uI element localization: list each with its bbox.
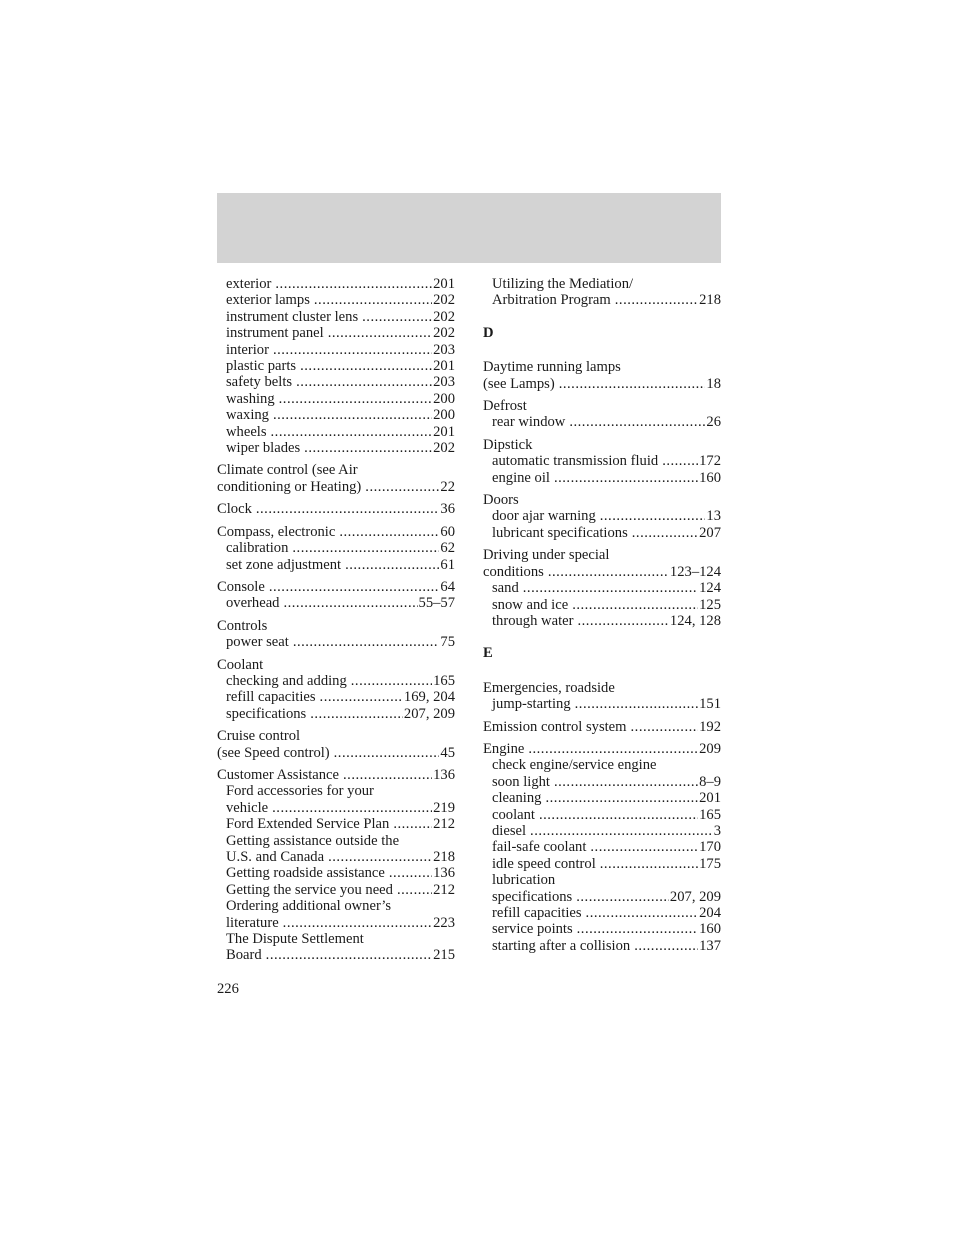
page-reference: 200 [433,390,455,407]
entry-text: Climate control (see Air [217,462,358,479]
dot-leader [343,767,432,783]
page-reference: 55–57 [418,595,455,612]
entry-text: overhead [226,595,280,612]
dot-leader [304,440,432,456]
page-reference: 61 [440,556,455,573]
page-reference: 18 [706,375,721,392]
entry-text: Clock [217,501,252,518]
index-line [217,524,455,540]
entry-text: Doors [483,492,519,509]
index-line [217,767,455,783]
index-subentry [217,407,455,423]
index-subentry [483,774,721,790]
entry-text: Driving under special [483,547,610,564]
index-entry [483,276,721,309]
index-subentry [217,374,455,390]
entry-text: engine oil [492,469,550,486]
page-reference: 8–9 [699,773,721,790]
entry-text: Getting assistance outside the [226,832,400,849]
dot-leader [328,849,432,865]
index-subentry [483,508,721,524]
entry-text: starting after a collision [492,937,631,954]
dot-leader [576,889,669,905]
page-reference: 203 [433,374,455,391]
index-subentry [217,358,455,374]
entry-text: fail-safe coolant [492,839,587,856]
dot-leader [600,856,698,872]
dot-leader [334,745,440,761]
page-reference: 124, 128 [669,612,721,629]
index-line [217,501,455,517]
index-entry [217,501,455,517]
dot-leader [577,921,698,937]
index-subentry [217,540,455,556]
index-subentry [483,597,721,613]
dot-leader [632,525,698,541]
entry-text: exterior lamps [226,292,310,309]
entry-text: idle speed control [492,855,596,872]
page-reference: 218 [699,292,721,309]
entry-text: The Dispute Settlement [226,931,364,948]
index-entry [217,728,455,761]
index-line [217,462,455,478]
index-subentry [217,391,455,407]
dot-leader [275,276,432,292]
dot-leader [523,580,698,596]
page-reference: 200 [433,407,455,424]
index-line [483,437,721,453]
page-reference: 124 [699,580,721,597]
page-reference: 201 [433,358,455,375]
page-reference: 36 [440,501,455,518]
index-subentry [483,856,721,872]
entry-text: Dipstick [483,436,533,453]
index-entry [483,398,721,431]
index-subentry [483,580,721,596]
page-reference: 136 [433,766,455,783]
index-subentry [483,839,721,855]
entry-text: automatic transmission fluid [492,453,659,470]
entry-text: wiper blades [226,440,301,457]
entry-text: set zone adjustment [226,556,342,573]
page-reference: 219 [433,799,455,816]
index-line [483,547,721,563]
index-subentry [483,807,721,823]
index-line [483,492,721,508]
dot-leader [530,823,713,839]
entry-text: checking and adding [226,672,347,689]
entry-text: Arbitration Program [492,292,611,309]
index-line [483,719,721,735]
entry-text: Console [217,578,265,595]
entry-text: instrument panel [226,325,324,342]
index-subentry [483,292,721,308]
index-entry [483,547,721,629]
dot-leader [283,595,417,611]
index-entry [217,657,455,723]
dot-leader [256,501,440,517]
index-subentry [217,689,455,705]
index-line [217,579,455,595]
entry-text: U.S. and Canada [226,849,325,865]
entry-text: Getting roadside assistance [226,865,385,882]
entry-text: Utilizing the Mediation/ [492,276,634,292]
index-line [217,618,455,634]
entry-text: literature [226,914,279,931]
index-line [483,376,721,392]
dot-leader [300,358,432,374]
index-subentry [483,823,721,839]
index-subentry [217,706,455,722]
page-number: 226 [217,981,239,997]
index-entry [483,437,721,486]
entry-text: Defrost [483,398,527,415]
entry-text: Ford accessories for your [226,783,374,800]
entry-text: waxing [226,407,269,424]
dot-leader [559,376,706,392]
index-subentry [217,915,455,931]
entry-text: Coolant [217,656,264,673]
index-entry [483,359,721,392]
dot-leader [554,470,698,486]
entry-text: jump-starting [492,696,571,713]
entry-text: (see Lamps) [483,375,555,392]
page-reference: 203 [433,341,455,358]
index-entry [217,579,455,612]
entry-text: diesel [492,822,527,839]
entry-text: Getting the service you need [226,881,393,898]
dot-leader [539,807,698,823]
page-reference: 202 [433,440,455,457]
dot-leader [269,579,440,595]
dot-leader [351,673,432,689]
index-subentry [217,931,455,947]
entry-text: vehicle [226,799,269,816]
index-subentry [483,938,721,954]
index-subentry [217,325,455,341]
dot-leader [631,719,699,735]
entry-text: power seat [226,634,289,651]
dot-leader [273,342,432,358]
dot-leader [393,816,432,832]
entry-text: Board [226,947,262,964]
entry-text: safety belts [226,374,293,391]
index-line [217,728,455,744]
dot-leader [569,414,705,430]
page-reference: 202 [433,308,455,325]
dot-leader [554,774,698,790]
index-entry [217,767,455,964]
index-subentry [483,921,721,937]
entry-text: conditioning or Heating) [217,478,362,495]
page-reference: 75 [440,634,455,651]
entry-text: instrument cluster lens [226,308,359,325]
index-subentry [217,292,455,308]
page-reference: 192 [699,718,721,735]
entry-text: exterior [226,276,272,292]
page-reference: 201 [699,790,721,807]
page-reference: 3 [713,822,721,839]
index-column-right [483,276,721,954]
page-reference: 170 [699,839,721,856]
dot-leader [397,882,432,898]
index-subentry [217,947,455,963]
dot-leader [575,696,698,712]
entry-text: cleaning [492,790,542,807]
entry-text: check engine/service engine [492,757,657,774]
index-line [217,745,455,761]
index-subentry [217,800,455,816]
index-subentry [217,276,455,292]
index-subentry [483,757,721,773]
header-band [217,193,721,263]
entry-text: specifications [226,705,307,722]
index-subentry [483,872,721,888]
entry-text: Engine [483,740,525,757]
index-subentry [483,905,721,921]
page-reference: 202 [433,325,455,342]
dot-leader [279,391,432,407]
dot-leader [545,790,698,806]
page-reference: 136 [433,865,455,882]
entry-text: Emergencies, roadside [483,679,615,696]
page-reference: 123–124 [669,563,721,580]
index-subentry [483,613,721,629]
page-reference: 26 [706,414,721,431]
dot-leader [314,292,432,308]
dot-leader [577,613,668,629]
index-subentry [217,595,455,611]
index-subentry [217,816,455,832]
dot-leader [273,407,432,423]
index-line [483,359,721,375]
dot-leader [345,557,439,573]
dot-leader [293,634,440,650]
dot-leader [310,706,403,722]
index-subentry [217,440,455,456]
index-subentry [483,696,721,712]
page-reference: 13 [706,508,721,525]
page-reference: 45 [440,744,455,761]
index-subentry [483,414,721,430]
dot-leader [339,524,439,540]
index-line [483,741,721,757]
index-subentry [483,276,721,292]
dot-leader [586,905,699,921]
index-subentry [217,424,455,440]
entry-text: Emission control system [483,718,627,735]
page-reference: 169, 204 [403,689,455,706]
index-entry [217,524,455,573]
index-subentry [217,833,455,849]
entry-text: Ford Extended Service Plan [226,816,390,833]
index-entry [217,276,455,456]
page-reference: 151 [699,696,721,713]
dot-leader [266,947,432,963]
entry-text: rear window [492,414,566,431]
entry-text: interior [226,341,269,358]
entry-text: Compass, electronic [217,523,336,540]
page-reference: 223 [433,914,455,931]
entry-text: sand [492,580,519,597]
entry-text: calibration [226,540,289,557]
entry-text: service points [492,921,573,938]
page-reference: 207, 209 [669,888,721,905]
entry-text: refill capacities [226,689,316,706]
entry-text: lubrication [492,872,556,889]
entry-text: lubricant specifications [492,524,628,541]
page-reference: 202 [433,292,455,309]
page-reference: 160 [699,921,721,938]
entry-text: conditions [483,563,544,580]
index-subentry [217,783,455,799]
entry-text: Daytime running lamps [483,359,621,376]
index-line [483,680,721,696]
dot-leader [528,741,698,757]
index-entry [217,462,455,495]
dot-leader [634,938,698,954]
index-subentry [217,849,455,865]
index-line [483,398,721,414]
page-reference: 218 [433,849,455,865]
entry-text: door ajar warning [492,508,596,525]
dot-leader [272,800,432,816]
index-subentry [217,882,455,898]
page-reference: 212 [433,816,455,833]
page-reference: 207 [699,524,721,541]
page-reference: 160 [699,469,721,486]
entry-text: plastic parts [226,358,297,375]
index-subentry [217,557,455,573]
dot-leader [600,508,706,524]
page-reference: 207, 209 [403,705,455,722]
index-subentry [483,453,721,469]
page-reference: 212 [433,881,455,898]
index-line [483,564,721,580]
entry-text: Customer Assistance [217,766,340,783]
dot-leader [389,865,432,881]
entry-text: Ordering additional owner’s [226,898,392,915]
page-reference: 62 [440,540,455,557]
page-reference: 165 [699,806,721,823]
entry-text: refill capacities [492,905,582,921]
index-column-left [217,276,455,964]
dot-leader [662,453,698,469]
page-reference: 209 [699,740,721,757]
page-reference: 201 [433,276,455,292]
index-subentry [483,889,721,905]
page-reference: 165 [433,672,455,689]
entry-text: (see Speed control) [217,744,330,761]
index-line [217,479,455,495]
page-reference: 60 [440,523,455,540]
entry-text: coolant [492,806,535,823]
dot-leader [328,325,432,341]
dot-leader [365,479,439,495]
index-subentry [217,898,455,914]
page-reference: 22 [440,478,455,495]
index-subentry [217,865,455,881]
page-reference: 175 [699,855,721,872]
index-entry [483,680,721,713]
dot-leader [271,424,433,440]
page-reference: 201 [433,423,455,440]
dot-leader [320,689,403,705]
index-subentry [483,525,721,541]
section-letter: E [483,645,493,662]
entry-text: washing [226,390,275,407]
index-subentry [483,790,721,806]
entry-text: snow and ice [492,596,569,613]
entry-text: soon light [492,773,550,790]
dot-leader [572,597,698,613]
entry-text: through water [492,612,574,629]
index-entry [483,492,721,541]
page-reference: 215 [433,947,455,964]
dot-leader [590,839,698,855]
page-reference: 172 [699,453,721,470]
index-entry [217,618,455,651]
section-letter: D [483,324,494,341]
entry-text: wheels [226,423,267,440]
page-reference: 137 [699,937,721,954]
dot-leader [283,915,432,931]
dot-leader [292,540,439,556]
entry-text: Controls [217,617,268,634]
page-reference: 125 [699,596,721,613]
dot-leader [548,564,669,580]
index-entry [483,719,721,735]
index-line [217,657,455,673]
index-subentry [217,673,455,689]
entry-text: Cruise control [217,728,301,745]
index-subentry [217,342,455,358]
index-entry [483,741,721,954]
page-reference: 64 [440,578,455,595]
index-subentry [217,634,455,650]
index-subentry [217,309,455,325]
dot-leader [362,309,432,325]
dot-leader [615,292,698,308]
index-subentry [483,470,721,486]
dot-leader [296,374,432,390]
entry-text: specifications [492,888,573,905]
page-reference: 204 [699,905,721,921]
